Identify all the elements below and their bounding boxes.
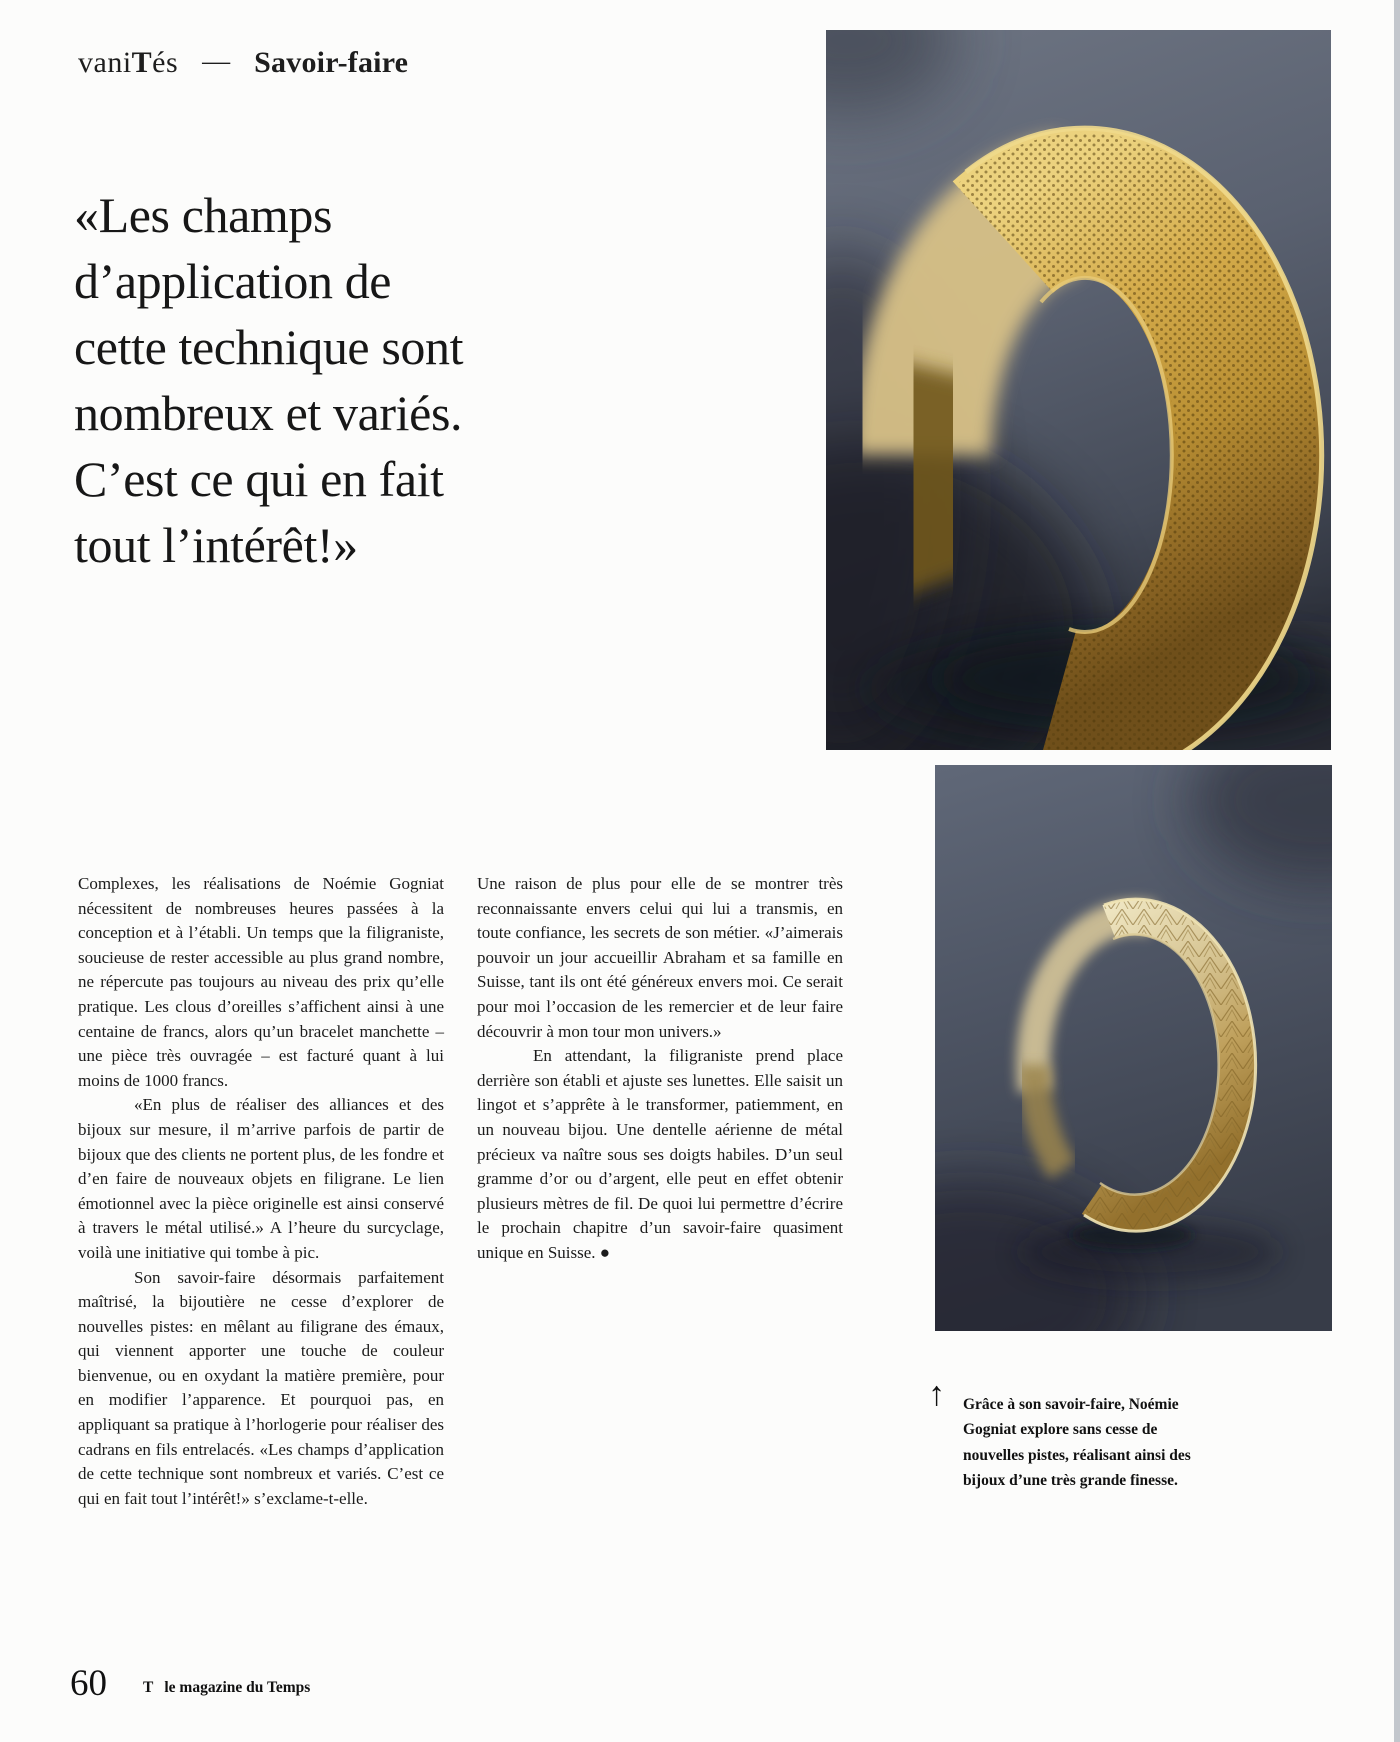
article-column-1: [78, 872, 444, 1511]
page-header: [78, 46, 408, 80]
article-paragraph: En attendant, la filigraniste prend place derrière son établi et ajuste ses lunettes. Elle saisit un lingot et s’apprête à le transformer, patiemment, en un nouveau bijou. Une dentelle aérienne de métal précieux va naître sous ses doigts habiles. D’un seul gramme d’or ou d’argent, elle peut en effet obtenir plusieurs mètres de fil. De quoi lui permettre d’écrire le prochain chapitre d’un savoir-faire quasiment unique en Suisse. ●: [477, 1046, 843, 1262]
pull-quote-line: «Les champs: [74, 187, 333, 243]
footer-brand-t: T: [143, 1679, 154, 1696]
header-dash: —: [202, 46, 231, 77]
article-paragraph: Complexes, les réalisations de Noémie Gogniat nécessitent de nombreuses heures passées à la conception et à l’établi. Un temps que la filigraniste, soucieuse de rester accessible au plus grand nombre, ne répercute pas toujours au niveau des prix qu’elle pratique. Les clous d’oreilles s’affichent ainsi à une centaine de francs, alors qu’un bracelet manchette – une pièce très ouvragée – est facturé quant à lui moins de 1000 francs.: [78, 874, 444, 1090]
brand-prefix: vani: [78, 46, 132, 79]
photo-gold-filigree-cuff: [826, 30, 1331, 750]
section-title: Savoir-faire: [254, 46, 409, 79]
up-arrow-icon: ↑: [928, 1376, 945, 1413]
photo-caption: Grâce à son savoir-faire, Noémie Gogniat explore sans cesse de nouvelles pistes, réalisant ainsi des bijoux d’une très grande finesse.: [963, 1396, 1191, 1490]
article-paragraph: «En plus de réaliser des alliances et des bijoux sur mesure, il m’arrive parfois de partir de bijoux que des clients ne portent plus, de les fondre et d’en faire de nouveaux objets en filigrane. Le lien émotionnel avec la pièce originelle est ainsi conservé à travers le métal utilisé.» A l’heure du surcyclage, voilà une initiative qui tombe à pic.: [78, 1095, 444, 1262]
article-paragraph: Une raison de plus pour elle de se montrer très reconnaissante envers celui qui lui a transmis, en toute confiance, les secrets de son métier. «J’aimerais pouvoir un jour accueillir Abraham et sa famille en Suisse, tant ils ont été généreux envers moi. Ce serait pour moi l’occasion de les remercier et de leur faire découvrir à mon tour mon univers.»: [477, 874, 843, 1041]
pull-quote-line: cette technique sont: [74, 319, 464, 375]
screen-edge-strip: [1394, 0, 1400, 1742]
brand-t: T: [131, 46, 153, 79]
article-column-2: [477, 872, 843, 1266]
magazine-brand: [78, 46, 178, 80]
pull-quote-line: C’est ce qui en fait: [74, 451, 444, 507]
brand-suffix: és: [152, 46, 179, 79]
pull-quote-line: nombreux et variés.: [74, 385, 463, 441]
pull-quote-line: tout l’intérêt!»: [74, 517, 358, 573]
article-paragraph: Son savoir-faire désormais parfaitement maîtrisé, la bijoutière ne cesse d’explorer de nouvelles pistes: en mêlant au filigrane des émaux, qui viennent apporter une touche de couleur bienvenue, ou en oxydant la matière première, pour en modifier l’apparence. Et pourquoi pas, en appliquant sa pratique à l’horlogerie pour réaliser des cadrans en fils entrelacés. «Les champs d’application de cette technique sont nombreux et variés. C’est ce qui en fait tout l’intérêt!» s’exclame-t-elle.: [78, 1267, 444, 1508]
footer-magazine-label: le magazine du Temps: [164, 1679, 311, 1696]
pull-quote: [74, 182, 664, 578]
pull-quote-line: d’application de: [74, 253, 392, 309]
page-number: 60: [70, 1663, 107, 1704]
photo-gold-filigree-bangle: [935, 765, 1332, 1331]
bangle-photo-graphic: [935, 765, 1332, 1331]
cuff-photo-graphic: [826, 30, 1331, 750]
footer-magazine-name: [143, 1679, 310, 1697]
